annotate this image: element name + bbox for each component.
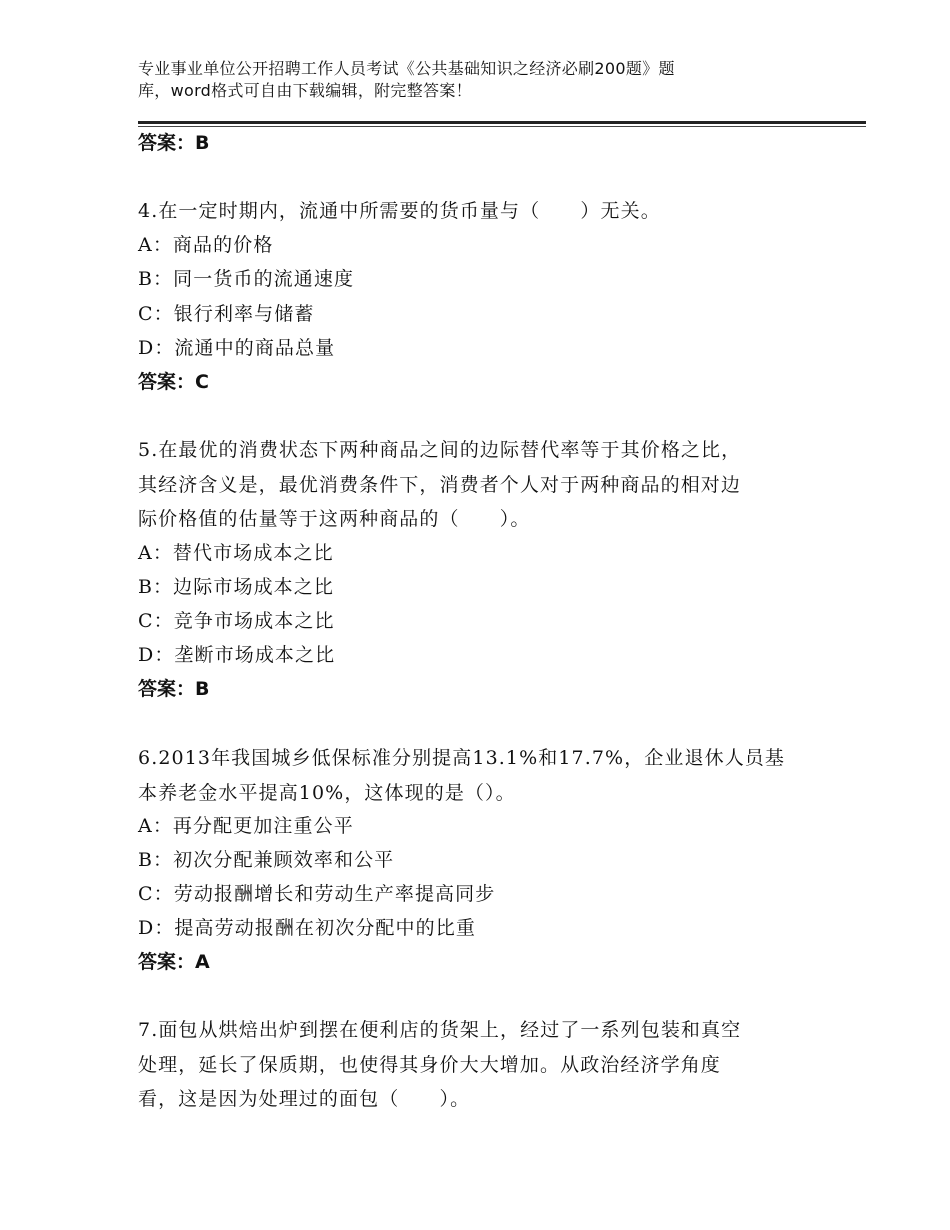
question-line: 4.在一定时期内，流通中所需要的货币量与（ ）无关。 (138, 200, 661, 222)
question-6-option-a: A：再分配更加注重公平 (138, 815, 354, 837)
question-line: 其经济含义是，最优消费条件下，消费者个人对于两种商品的相对边 (138, 473, 742, 496)
question-line: 际价格值的估量等于这两种商品的（ ）。 (138, 508, 531, 530)
question-4-text (138, 194, 818, 229)
question-line: 处理，延长了保质期，也使得其身价大大增加。从政治经济学角度 (138, 1053, 721, 1076)
question-5-answer: 答案：B (138, 678, 210, 700)
question-5-option-c: C：竞争市场成本之比 (138, 610, 335, 632)
question-5-option-b: B：边际市场成本之比 (138, 576, 334, 598)
question-6-text (138, 741, 818, 810)
question-line: 6.2013年我国城乡低保标准分别提高13.1%和17.7%，企业退休人员基 (138, 747, 785, 769)
question-4-option-d: D：流通中的商品总量 (138, 337, 336, 359)
question-6-option-d: D：提高劳动报酬在初次分配中的比重 (138, 917, 476, 939)
question-6-option-c: C：劳动报酬增长和劳动生产率提高同步 (138, 883, 496, 905)
question-line: 本养老金水平提高10%，这体现的是（）。 (138, 781, 516, 804)
question-6-option-b: B：初次分配兼顾效率和公平 (138, 849, 395, 871)
question-4-option-a: A：商品的价格 (138, 234, 274, 256)
answer-q3: 答案：B (138, 132, 210, 154)
question-6-answer: 答案：A (138, 951, 210, 973)
header-rule-thick (138, 121, 866, 124)
header-line-1: 专业事业单位公开招聘工作人员考试《公共基础知识之经济必刷200题》题 (138, 59, 675, 78)
question-5-option-a: A：替代市场成本之比 (138, 542, 334, 564)
question-7-text (138, 1013, 818, 1117)
question-4-option-b: B：同一货币的流通速度 (138, 268, 355, 290)
page-header (138, 58, 778, 102)
question-5-option-d: D：垄断市场成本之比 (138, 644, 336, 666)
question-line: 看，这是因为处理过的面包（ ）。 (138, 1088, 471, 1110)
header-line-2: 库，word格式可自由下载编辑，附完整答案！ (138, 81, 472, 100)
question-line: 7.面包从烘焙出炉到摆在便利店的货架上，经过了一系列包装和真空 (138, 1019, 742, 1041)
question-line: 5.在最优的消费状态下两种商品之间的边际替代率等于其价格之比， (138, 439, 742, 461)
question-4-answer: 答案：C (138, 371, 209, 393)
question-4-option-c: C：银行利率与储蓄 (138, 303, 315, 325)
header-rule-thin (138, 126, 866, 127)
question-5-text (138, 433, 818, 537)
